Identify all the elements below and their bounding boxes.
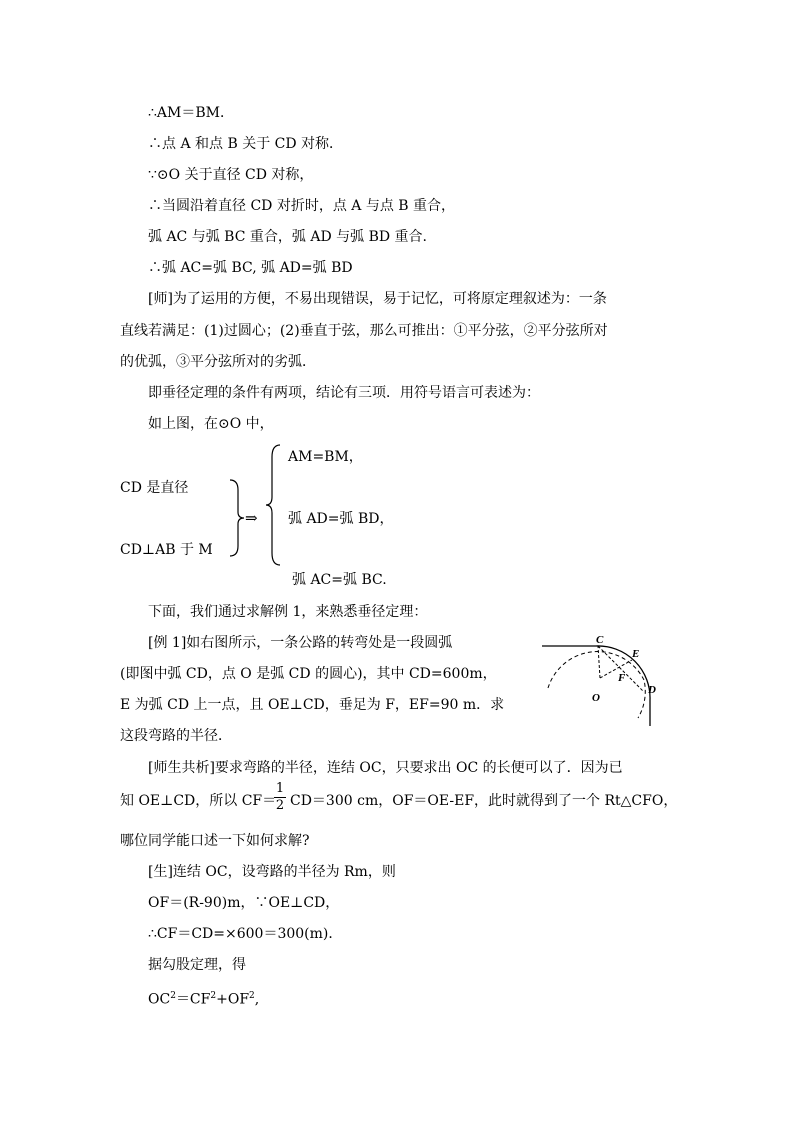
- line-4: ∴当圆沿着直径 CD 对折时，点 A 与点 B 重合，: [148, 198, 456, 214]
- line-7: [师]为了运用的方便，不易出现错误，易于记忆，可将原定理叙述为：一条: [148, 291, 607, 307]
- line-18a: 知 OE⊥CD，所以 CF＝: [120, 793, 277, 809]
- line-14: (即图中弧 CD，点 O 是弧 CD 的圆心)，其中 CD=600m，: [120, 666, 497, 682]
- result-arc-ad-bd: 弧 AD=弧 BD，: [288, 511, 394, 527]
- implies-arrow: ⇒: [245, 509, 258, 527]
- condition-perpendicular: CD⊥AB 于 M: [120, 542, 213, 558]
- line-3: ∵⊙O 关于直径 CD 对称，: [148, 167, 314, 183]
- exp-1: 2: [170, 991, 176, 1001]
- comma: ,: [254, 991, 260, 1008]
- label-d: D: [648, 684, 656, 696]
- line-8: 直线若满足：(1)过圆心；(2)垂直于弦，那么可推出：①平分弦，②平分弦所对: [120, 323, 608, 339]
- right-brace: [226, 478, 246, 558]
- line-9: 的优弧，③平分弦所对的劣弧．: [120, 354, 316, 370]
- label-e: E: [632, 648, 640, 660]
- left-brace: [264, 443, 284, 567]
- line-17: [师生共析]要求弯路的半径，连结 OC，只要求出 OC 的长便可以了．因为已: [148, 760, 623, 776]
- label-o: O: [592, 692, 600, 704]
- line-22: ∴CF＝CD=×600＝300(m)．: [148, 926, 343, 942]
- line-23: 据勾股定理，得: [148, 957, 246, 973]
- result-arc-ac-bc: 弧 AC=弧 BC.: [292, 572, 387, 588]
- line-16: 这段弯路的半径．: [120, 728, 232, 744]
- road-arc-figure: [540, 630, 680, 730]
- fraction-numerator: 1: [275, 781, 285, 796]
- line-2: ∴点 A 和点 B 关于 CD 对称．: [148, 136, 344, 152]
- line-6: ∴弧 AC=弧 BC, 弧 AD=弧 BD: [148, 260, 353, 276]
- label-c: C: [596, 634, 604, 646]
- line-19: 哪位同学能口述一下如何求解?: [120, 833, 310, 849]
- line-12: 下面，我们通过求解例 1，来熟悉垂径定理：: [148, 604, 428, 620]
- line-10: 即垂径定理的条件有两项，结论有三项．用符号语言可表述为：: [148, 385, 540, 401]
- cf-term: ＝CF: [175, 991, 211, 1008]
- condition-diameter: CD 是直径: [120, 480, 189, 496]
- of-term: +OF: [216, 991, 250, 1008]
- line-1: ∴AM＝BM．: [148, 105, 234, 121]
- line-15: E 为弧 CD 上一点，且 OE⊥CD，垂足为 F，EF=90 m．求: [120, 697, 505, 713]
- exp-2: 2: [210, 991, 217, 1001]
- line-20: [生]连结 OC，设弯路的半径为 Rm，则: [148, 864, 396, 880]
- label-f: F: [618, 672, 626, 684]
- line-18b: CD＝300 cm，OF＝OE-EF，此时就得到了一个 Rt△CFO，: [290, 793, 678, 809]
- line-11: 如上图，在⊙O 中，: [148, 416, 274, 432]
- result-am-bm: AM=BM，: [288, 449, 363, 465]
- fraction-one-half: [274, 782, 286, 813]
- fraction-denominator: 2: [275, 798, 285, 813]
- exp-3: 2: [249, 991, 255, 1001]
- line-24: [148, 987, 259, 1009]
- oc-term: OC: [148, 991, 171, 1008]
- line-13: [例 1]如右图所示，一条公路的转弯处是一段圆弧: [148, 635, 453, 651]
- line-5: 弧 AC 与弧 BC 重合，弧 AD 与弧 BD 重合.: [148, 229, 427, 245]
- line-21: OF＝(R-90)m，∵OE⊥CD，: [148, 895, 340, 911]
